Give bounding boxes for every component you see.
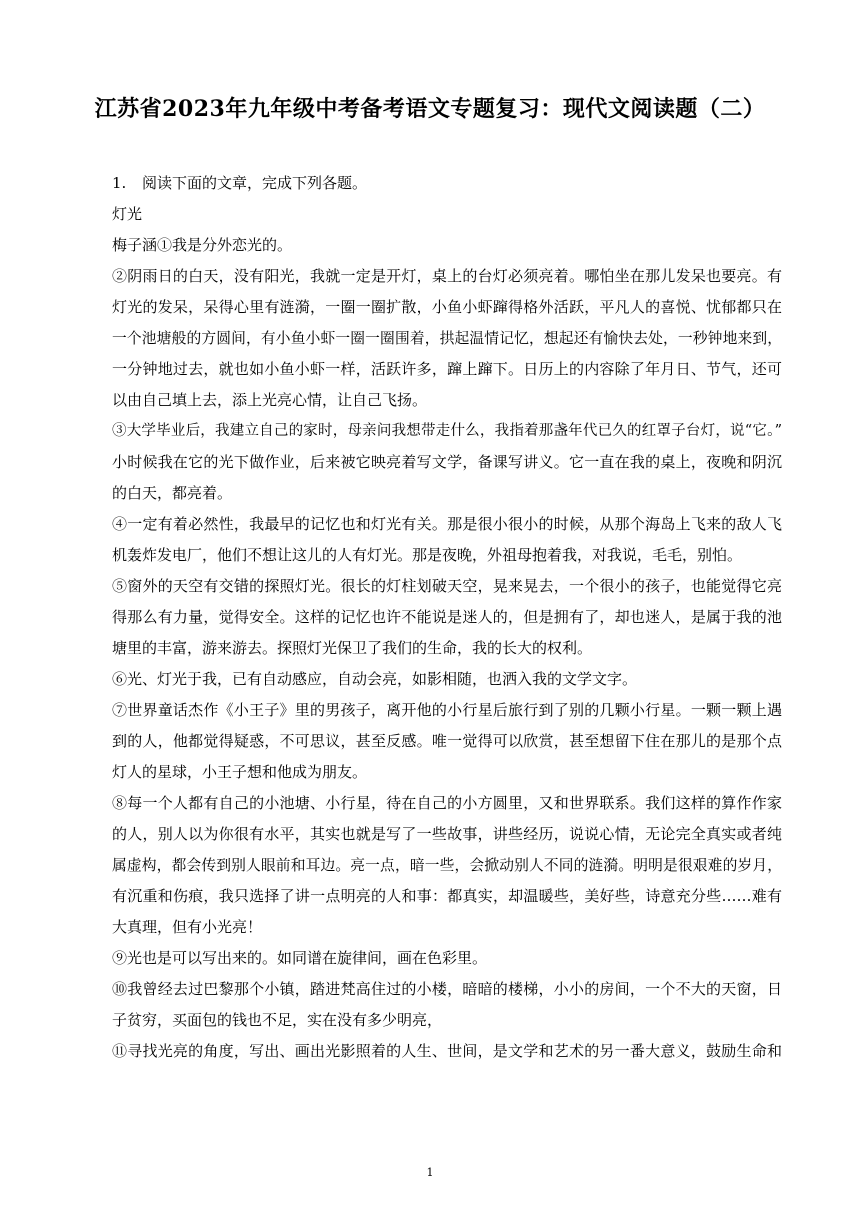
text-line-24: ⑩我曾经去过巴黎那个小镇，踏进梵高住过的小楼，暗暗的楼梯，小小的房间，一个不大的天窗，日 <box>112 980 782 998</box>
text-line-25: 子贫穷，买面包的钱也不足，实在没有多少明亮， <box>112 1011 443 1029</box>
text-line-21: 有沉重和伤痕，我只选择了讲一点明亮的人和事：都真实，却温暖些，美好些，诗意充分些……难有 <box>112 887 782 905</box>
text-line-9: ④一定有着必然性，我最早的记忆也和灯光有关。那是很小很小的时候，从那个海岛上飞来的敌人飞 <box>112 515 782 533</box>
page-number: 1 <box>426 1166 434 1179</box>
text-line-23: ⑨光也是可以写出来的。如同谱在旋律间，画在色彩里。 <box>112 949 488 967</box>
article-title: 灯光 <box>112 205 143 223</box>
text-line-17: 灯人的星球，小王子想和他成为朋友。 <box>112 763 368 781</box>
text-line-3: 一个池塘般的方圆间，有小鱼小虾一圈一圈围着，拱起温情记忆，想起还有愉快去处，一秒钟地来到， <box>112 330 782 347</box>
document-body <box>112 168 782 1067</box>
text-line-19: 的人，别人以为你很有水平，其实也就是写了一些故事，讲些经历，说说心情，无论完全真实或者纯 <box>112 825 782 843</box>
text-line-14: ⑥光、灯光于我，已有自动感应，自动会亮，如影相随，也洒入我的文学文字。 <box>112 670 638 688</box>
text-line-8: 的白天，都亮着。 <box>112 484 233 502</box>
question-instruction: 阅读下面的文章，完成下列各题。 <box>142 174 368 192</box>
text-line-13: 塘里的丰富，游来游去。探照灯光保卫了我们的生命，我的长大的权利。 <box>112 639 593 657</box>
text-line-11: ⑤窗外的天空有交错的探照灯光。很长的灯柱划破天空，晃来晃去，一个很小的孩子，也能觉得它亮 <box>112 577 782 595</box>
question-number: 1. <box>112 174 127 192</box>
text-line-0: 梅子涵①我是分外恋光的。 <box>112 236 293 254</box>
text-line-4: 一分钟地过去，就也如小鱼小虾一样，活跃许多，蹿上蹿下。日历上的内容除了年月日、节气，还可 <box>112 360 782 378</box>
text-line-10: 机轰炸发电厂，他们不想让这儿的人有灯光。那是夜晚，外祖母抱着我，对我说，毛毛，别怕。 <box>112 546 743 564</box>
text-line-5: 以由自己填上去，添上光亮心情，让自己飞扬。 <box>112 391 428 409</box>
text-line-26: ⑪寻找光亮的角度，写出、画出光影照着的人生、世间，是文学和艺术的另一番大意义，鼓励生命和 <box>112 1042 782 1060</box>
text-line-6: ③大学毕业后，我建立自己的家时，母亲问我想带走什么，我指着那盏年代已久的红罩子台灯，说“它。” <box>112 423 782 439</box>
text-line-2: 灯光的发呆，呆得心里有涟漪，一圈一圈扩散，小鱼小虾蹿得格外活跃，平凡人的喜悦、忧郁都只在 <box>112 298 782 316</box>
text-line-16: 到的人，他都觉得疑惑，不可思议，甚至反感。唯一觉得可以欣赏，甚至想留下住在那儿的是那个点 <box>112 732 782 750</box>
text-line-1: ②阴雨日的白天，没有阳光，我就一定是开灯，桌上的台灯必须亮着。哪怕坐在那儿发呆也要亮。有 <box>112 267 782 285</box>
question-line <box>112 168 782 199</box>
page-title: 江苏省2023年九年级中考备考语文专题复习：现代文阅读题（二） <box>94 96 766 122</box>
text-line-20: 属虚构，都会传到别人眼前和耳边。亮一点，暗一些，会掀动别人不同的涟漪。明明是很艰难的岁月， <box>112 857 782 874</box>
text-line-12: 得那么有力量，觉得安全。这样的记忆也许不能说是迷人的，但是拥有了，却也迷人，是属于我的池 <box>112 608 782 626</box>
text-line-18: ⑧每一个人都有自己的小池塘、小行星，待在自己的小方圆里，又和世界联系。我们这样的算作作家 <box>112 794 782 812</box>
text-line-15: ⑦世界童话杰作《小王子》里的男孩子，离开他的小行星后旅行到了别的几颗小行星。一颗一颗上遇 <box>112 701 782 719</box>
text-line-7: 小时候我在它的光下做作业，后来被它映亮着写文学，备课写讲义。它一直在我的桌上，夜晚和阴沉 <box>112 453 782 471</box>
text-line-22: 大真理，但有小光亮！ <box>112 918 263 936</box>
